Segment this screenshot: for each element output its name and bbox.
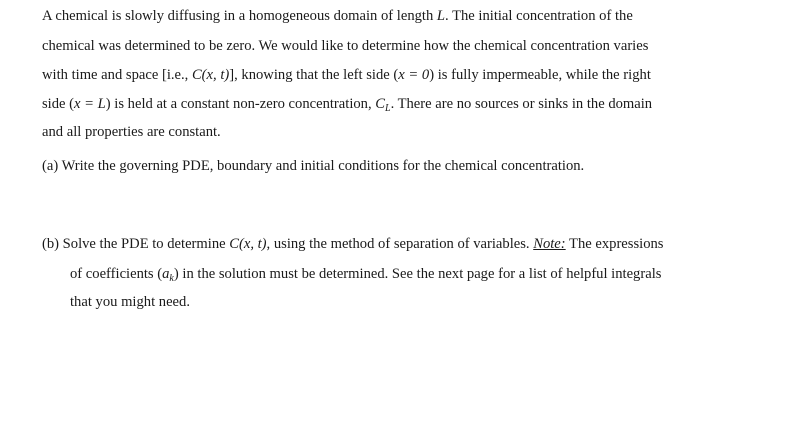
part-a-text: (a) Write the governing PDE, boundary and initial conditions for the chemical concentration. (42, 158, 585, 174)
text: , using the method of separation of variables. (266, 236, 534, 252)
math-C-x-t: C(x, t) (229, 236, 267, 252)
intro-line-5 (42, 122, 221, 142)
math-x-equals-L: x = L (74, 96, 106, 112)
text: that you might need. (70, 294, 190, 310)
intro-line-4 (42, 94, 652, 119)
math-x-equals-0: x = 0 (398, 67, 430, 83)
intro-line-3 (42, 65, 651, 85)
math-a: a (162, 266, 170, 282)
text: ) is fully impermeable, while the right (429, 67, 651, 83)
text: The expressions (565, 236, 664, 252)
text: and all properties are constant. (42, 124, 221, 140)
text: with time and space [i.e., (42, 67, 192, 83)
text: of coefficients ( (70, 266, 163, 282)
text: . The initial concentration of the (445, 8, 633, 24)
math-subscript-L: L (385, 103, 391, 114)
part-b-line-2 (70, 264, 661, 289)
part-a (42, 156, 584, 176)
note-label: Note: (533, 236, 566, 252)
text: ) is held at a constant non-zero concentration, (105, 96, 376, 112)
text: (b) Solve the PDE to determine (42, 236, 230, 252)
text: side ( (42, 96, 75, 112)
text: A chemical is slowly diffusing in a homogeneous domain of length (42, 8, 437, 24)
text: chemical was determined to be zero. We would like to determine how the chemical concentration varies (42, 38, 649, 54)
math-subscript-k: k (169, 273, 174, 284)
math-L: L (436, 8, 446, 24)
intro-line-1 (42, 6, 633, 26)
text: . There are no sources or sinks in the domain (390, 96, 653, 112)
math-C: C (375, 96, 385, 112)
text: ], knowing that the left side ( (229, 67, 399, 83)
part-b-line-1 (42, 234, 663, 254)
text: ) in the solution must be determined. See the next page for a list of helpful integrals (173, 266, 662, 282)
math-C-x-t: C(x, t) (191, 67, 230, 83)
part-b-line-3 (70, 292, 190, 312)
intro-line-2 (42, 36, 648, 56)
